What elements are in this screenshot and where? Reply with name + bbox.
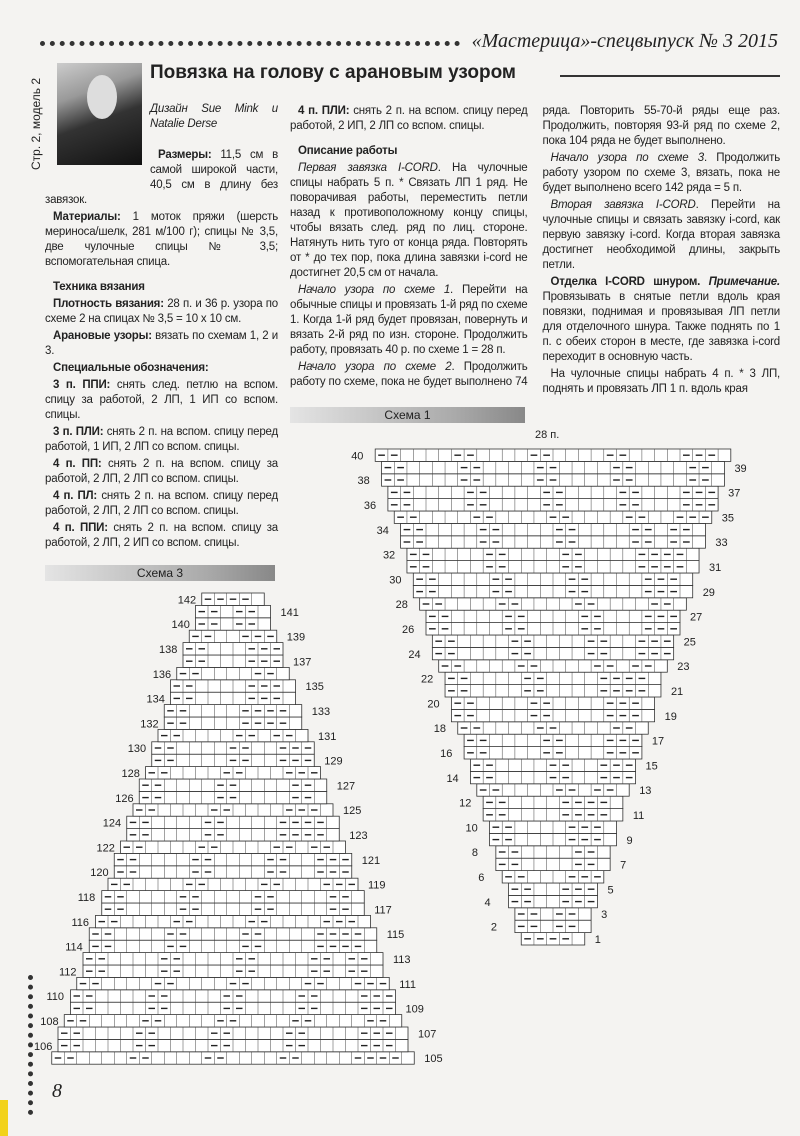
page-title: Повязка на голову с арановым узором	[150, 62, 516, 83]
chart-row	[432, 635, 673, 647]
row-number: 111	[399, 978, 416, 991]
row-number: 35	[721, 512, 734, 525]
row-number: 113	[393, 954, 411, 966]
row-number: 40	[351, 450, 364, 463]
step-text: . На чулочные спицы набрать 5 п. * Связать ЛП 1 ряд. Не поворачивая работы, переместить петли назад к противоположному концу спицы, чтобы вязать след. ряд по лиц. стороне. Натянуть нить туго от конца ряда. Повторять от * до тех пор, пока длина завязки i-cord не достигнет 20,5 см от начала.	[290, 162, 528, 279]
density-text: 28 п. и 36 р. узора по схеме 2 на спицах № 3,5 = 10 х 10 см.	[45, 298, 278, 325]
density-label: Плотность вязания:	[53, 298, 164, 310]
step-text: . Продолжить работу узором по схеме 3, вязать, пока не будет выполнено всего 142 ряда = 5 п.	[542, 152, 780, 194]
magazine-header: «Мастерица»-спецвыпуск № 3 2015	[471, 30, 778, 52]
row-number: 117	[374, 904, 392, 917]
row-number: 125	[343, 805, 362, 818]
page-edge-tab	[0, 1100, 8, 1136]
step-label: Вторая завязка I-CORD	[550, 199, 696, 211]
row-number: 21	[670, 686, 684, 698]
row-number: 130	[127, 743, 147, 756]
abbr-label: 3 п. ППИ:	[53, 379, 111, 391]
row-number: 25	[683, 636, 696, 649]
row-number: 20	[427, 698, 440, 711]
row-number: 135	[305, 681, 324, 694]
row-number: 140	[171, 619, 190, 632]
last-step-text: На чулочные спицы набрать 4 п. * 3 ЛП, поднять и провязать ЛП 1 п. вдоль края	[542, 368, 780, 395]
row-number: 13	[639, 785, 652, 798]
chart-row	[102, 903, 365, 915]
row-number: 112	[59, 966, 77, 979]
row-number: 134	[146, 693, 165, 706]
abbr-label: 4 п. ППИ:	[53, 522, 108, 534]
column-1	[45, 148, 278, 581]
scheme-1-width-label: 28 п.	[535, 429, 560, 441]
row-number: 2	[490, 921, 498, 934]
finish-text: Провязывать в снятые петли вдоль края повязки, поднимая и провязывая ЛП петли для отделочного шнура. Также поднять по 1 п. с обеих сторон в месте, где завязка i-cord переходит в основную часть.	[542, 291, 780, 363]
technique-heading: Техника вязания	[53, 281, 145, 293]
row-number: 37	[728, 487, 741, 500]
chart-row	[102, 891, 365, 903]
row-number: 39	[734, 462, 747, 475]
row-number: 115	[386, 929, 405, 942]
row-number: 17	[651, 735, 665, 748]
row-number: 126	[115, 792, 134, 805]
special-heading: Специальные обозначения:	[53, 362, 209, 374]
abbr-text: снять 2 п. на вспом. спицу перед работой, 2 ЛП, 2 ЛП со вспом. спицы.	[45, 490, 279, 517]
row-number: 5	[607, 884, 614, 897]
scheme-1-heading: Схема 1	[290, 407, 525, 423]
row-number: 11	[632, 810, 645, 822]
step-label: Начало узора по схеме 1	[298, 284, 451, 296]
note-label: Примечание.	[700, 276, 780, 288]
page-dots	[28, 975, 34, 1115]
step-label: Первая завязка I-CORD	[298, 162, 438, 174]
row-number: 129	[324, 755, 343, 768]
materials-label: Материалы:	[53, 211, 121, 223]
row-number: 38	[357, 475, 370, 488]
row-number: 19	[664, 710, 677, 723]
row-number: 28	[395, 599, 408, 612]
row-number: 128	[121, 768, 140, 780]
row-number: 106	[34, 1040, 53, 1053]
aran-label: Арановые узоры:	[53, 330, 152, 342]
row-number: 133	[311, 706, 331, 718]
row-number: 16	[440, 748, 453, 760]
row-number: 18	[433, 723, 446, 736]
row-number: 136	[152, 668, 172, 681]
row-number: 29	[702, 586, 715, 599]
row-number: 119	[368, 879, 386, 892]
abbr-text: снять 2 п. на вспом. спицу за работой, 2 ЛП, 2 ЛП со вспом. спицы.	[45, 458, 278, 485]
row-number: 31	[709, 562, 722, 574]
row-number: 24	[408, 648, 421, 661]
row-number: 33	[715, 537, 728, 550]
row-number: 121	[361, 854, 381, 867]
scheme-3-heading: Схема 3	[45, 565, 275, 581]
step-text: . Перейти на чулочные спицы и связать завязку i-cord, как первую завязку i-cord. Когда вторая завязка достигнет необходимой длины, закрыть петли.	[542, 199, 781, 271]
row-number: 123	[349, 830, 368, 842]
abbr-text: снять 2 п. на вспом. спицу за работой, 2 ЛП, 2 ИП со вспом. спицы.	[45, 522, 278, 549]
row-number: 36	[363, 500, 377, 512]
step-label: Начало узора по схеме 3	[550, 152, 704, 164]
chart-row	[420, 598, 687, 610]
row-number: 26	[402, 624, 415, 636]
row-number: 34	[376, 524, 389, 537]
row-number: 132	[140, 718, 159, 731]
chart-row	[509, 895, 598, 907]
row-number: 122	[96, 842, 115, 855]
columns-2-3	[290, 104, 780, 423]
row-number: 22	[421, 673, 434, 686]
row-number: 14	[446, 772, 459, 785]
row-number: 105	[424, 1053, 443, 1066]
row-number: 27	[690, 611, 703, 624]
abbr-label: 4 п. ПЛИ:	[298, 105, 350, 117]
row-number: 30	[389, 574, 402, 587]
row-number: 1	[594, 934, 601, 946]
row-number: 108	[40, 1016, 59, 1028]
row-number: 109	[405, 1003, 424, 1016]
abbr-text: снять след. петлю на вспом. спицу за работой, 2 ЛП, 1 ИП со вспом. спицы.	[45, 379, 278, 421]
sizes-text: 11,5 см в самой широкой части, 40,5 см в длину без завязок.	[45, 149, 278, 206]
row-number: 7	[620, 859, 627, 872]
row-number: 141	[280, 606, 299, 619]
abbr-label: 4 п. ПЛ:	[53, 490, 98, 502]
row-number: 118	[77, 892, 96, 904]
side-note: Стр. 2, модель 2	[29, 77, 43, 170]
row-number: 138	[159, 644, 178, 656]
row-number: 10	[465, 822, 478, 835]
row-number: 114	[65, 941, 83, 954]
row-number: 15	[645, 760, 658, 773]
step-text: . Продолжить работу по схеме, пока не будет выполнено 74 ряда. Повторить 55-70-й ряды еще раз. Продолжить, повторяя 93-й ряд по схеме 2, пока 104 ряда не будет выполнено.	[290, 105, 780, 388]
abbr-label: 4 п. ПП:	[53, 458, 102, 470]
abbr-text: снять 2 п. на вспом. спицу перед работой, 1 ИП, 2 ЛП со вспом. спицы.	[45, 426, 278, 453]
row-number: 6	[478, 872, 485, 884]
row-number: 110	[46, 991, 65, 1004]
header-dots	[40, 34, 460, 46]
materials-text: 1 моток пряжи (шерсть мериноса/шелк, 281 м/100 г); спицы № 3,5, две чулочные спицы № 3,5; вспомогательная спица.	[45, 211, 278, 268]
row-number: 32	[382, 549, 396, 562]
chart-row	[114, 853, 352, 865]
chart-row	[114, 866, 352, 878]
step-label: Начало узора по схеме 2	[298, 361, 452, 373]
row-number: 116	[71, 916, 90, 929]
row-number: 127	[336, 780, 356, 793]
design-credit: Дизайн Sue Mink и Natalie Derse	[150, 103, 278, 130]
aran-text: вязать по схемам 1, 2 и 3.	[45, 330, 278, 357]
chart-row	[509, 883, 598, 895]
row-number: 124	[102, 817, 122, 830]
row-number: 142	[177, 594, 197, 607]
row-number: 9	[626, 834, 633, 847]
row-number: 137	[293, 656, 312, 669]
abbr-text: снять 2 п. на вспом. спицу перед работой, 2 ИП, 2 ЛП со вспом. спицы.	[290, 105, 528, 132]
row-number: 12	[459, 797, 472, 810]
step-text: . Перейти на обычные спицы и провязать 1-й ряд по схеме 1. Когда 1-й ряд будет провязан, повернуть и вязать 2-й ряд по изн. стороне. Продолжить работу, провязать 40 р. по схеме 1 = 28 п.	[290, 284, 528, 356]
chart-row	[432, 647, 673, 659]
work-heading: Описание работы	[298, 145, 398, 157]
abbr-label: 3 п. ПЛИ:	[53, 426, 104, 438]
row-number: 8	[471, 847, 478, 860]
row-number: 131	[318, 730, 337, 743]
row-number: 23	[677, 661, 690, 674]
row-number: 120	[90, 867, 109, 880]
row-number: 107	[418, 1028, 437, 1041]
title-rule	[560, 75, 780, 77]
finish-label: Отделка I-CORD шнуром.	[550, 276, 701, 288]
sizes-label: Размеры:	[158, 149, 212, 161]
page-number: 8	[52, 1080, 62, 1102]
row-number: 3	[601, 909, 608, 922]
row-number: 4	[484, 896, 491, 909]
row-number: 139	[286, 631, 306, 644]
chart-row	[189, 630, 277, 642]
